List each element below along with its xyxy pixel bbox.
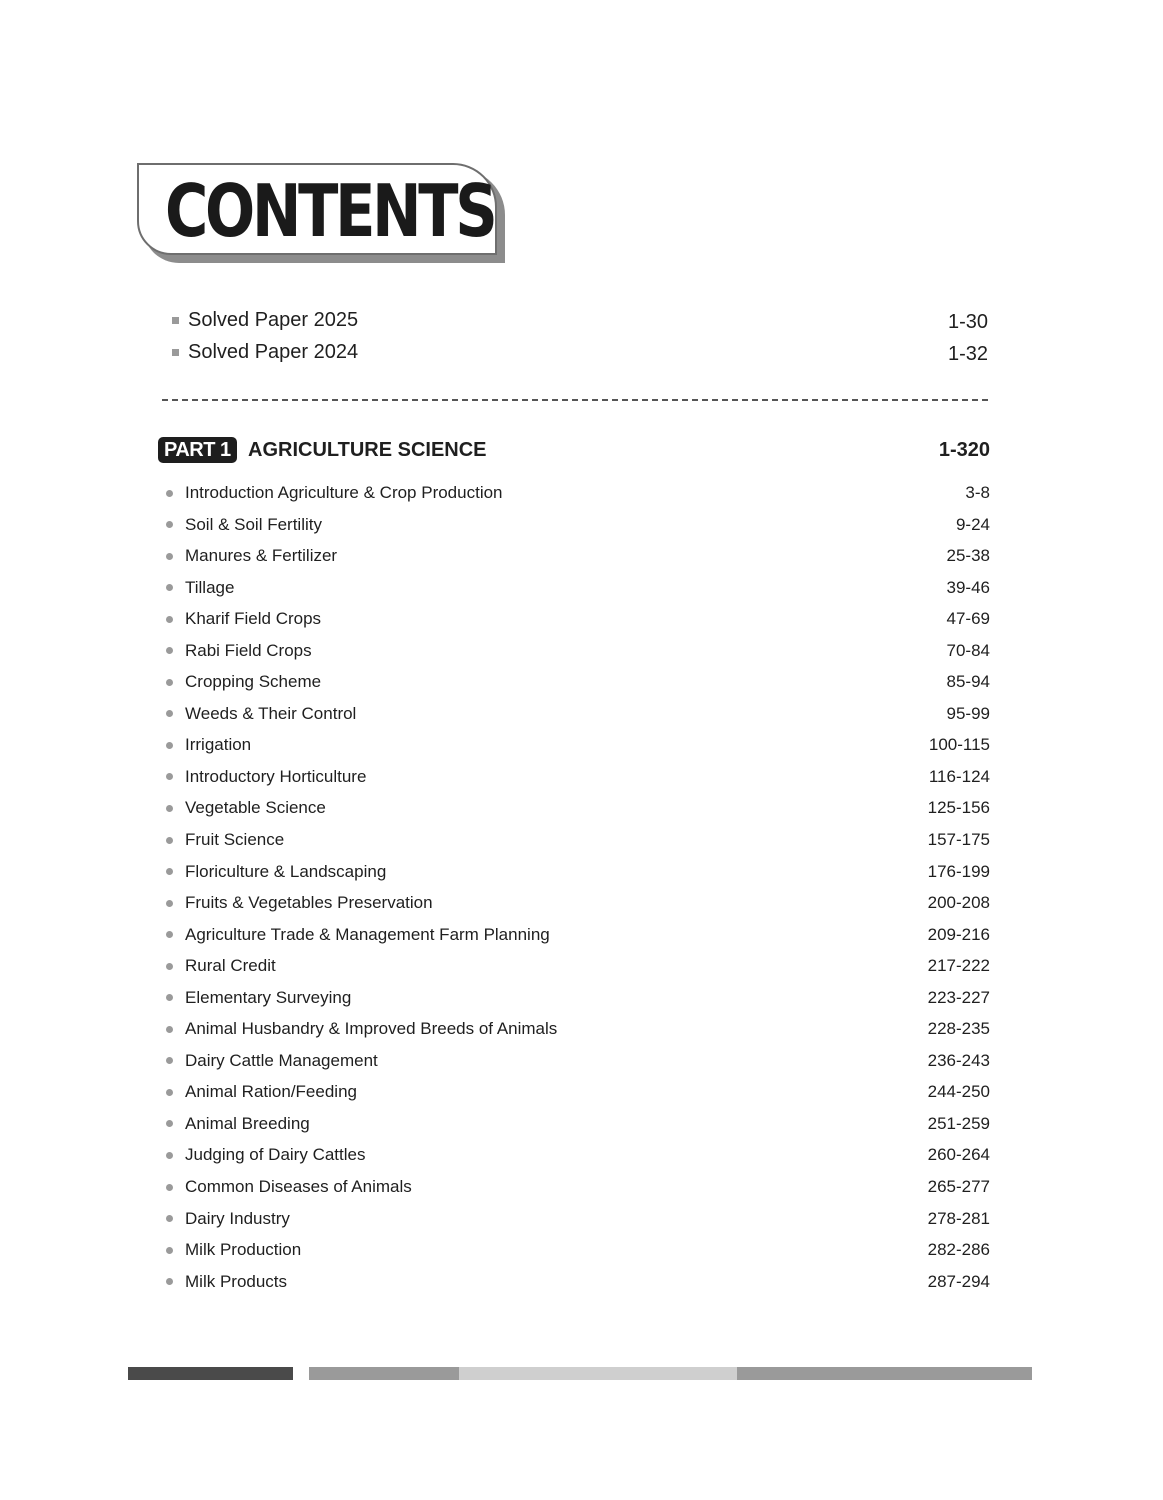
chapter-title: Kharif Field Crops	[185, 609, 322, 629]
dot-bullet-icon	[166, 710, 173, 717]
chapter-item[interactable]	[164, 603, 990, 635]
chapter-item[interactable]	[164, 1203, 990, 1235]
dot-bullet-icon	[166, 837, 173, 844]
chapter-pages: 157-175	[927, 830, 990, 850]
dot-bullet-icon	[166, 1215, 173, 1222]
chapter-title: Milk Products	[185, 1271, 288, 1291]
footer-bar-segment	[737, 1367, 1032, 1380]
chapter-pages: 39-46	[946, 577, 990, 597]
dot-bullet-icon	[166, 868, 173, 875]
chapter-title: Introduction Agriculture & Crop Production	[185, 483, 503, 502]
chapter-title: Fruit Science	[185, 830, 285, 850]
solved-paper-pages: 1-32	[947, 343, 988, 365]
chapter-pages: 125-156	[927, 798, 990, 818]
chapter-pages: 244-250	[927, 1082, 990, 1102]
chapter-title: Cropping Scheme	[185, 672, 322, 692]
chapter-pages: 251-259	[927, 1113, 990, 1133]
chapter-pages: 95-99	[946, 703, 990, 723]
chapter-pages: 209-216	[927, 924, 990, 944]
chapter-pages: 70-84	[946, 640, 990, 660]
chapter-pages: 3-8	[965, 483, 990, 502]
chapter-title: Vegetable Science	[185, 798, 326, 818]
chapter-title: Fruits & Vegetables Preservation	[185, 893, 433, 913]
dot-bullet-icon	[166, 1184, 173, 1191]
chapter-item[interactable]	[164, 572, 990, 604]
dot-bullet-icon	[166, 805, 173, 812]
chapter-title: Irrigation	[185, 735, 252, 755]
chapter-pages: 265-277	[927, 1177, 990, 1197]
chapter-pages: 236-243	[927, 1050, 990, 1070]
chapter-pages: 287-294	[927, 1271, 990, 1291]
chapter-pages: 116-124	[928, 766, 990, 786]
dot-bullet-icon	[166, 1089, 173, 1096]
page-title: CONTENTS	[165, 169, 495, 253]
chapter-pages: 282-286	[927, 1240, 990, 1260]
dot-bullet-icon	[166, 1026, 173, 1033]
chapter-title: Agriculture Trade & Management Farm Planning	[185, 924, 550, 944]
chapter-pages: 278-281	[927, 1208, 990, 1228]
dot-bullet-icon	[166, 963, 173, 970]
dot-bullet-icon	[166, 931, 173, 938]
chapter-item[interactable]	[164, 919, 990, 951]
dot-bullet-icon	[166, 1278, 173, 1285]
dot-bullet-icon	[166, 773, 173, 780]
chapter-item[interactable]	[164, 729, 990, 761]
footer-bar	[128, 1367, 1032, 1380]
chapter-pages: 260-264	[927, 1145, 990, 1165]
chapter-title: Judging of Dairy Cattles	[185, 1145, 366, 1165]
chapter-item[interactable]	[164, 698, 990, 730]
dot-bullet-icon	[166, 994, 173, 1001]
chapter-title: Dairy Industry	[185, 1208, 290, 1228]
solved-paper-pages: 1-30	[947, 311, 988, 333]
dot-bullet-icon	[166, 1247, 173, 1254]
chapter-item[interactable]	[164, 1076, 990, 1108]
chapter-item[interactable]	[164, 761, 990, 793]
chapter-list	[164, 477, 990, 1297]
chapter-pages: 176-199	[927, 861, 990, 881]
chapter-title: Animal Husbandry & Improved Breeds of Animals	[185, 1019, 558, 1039]
chapter-pages: 47-69	[946, 609, 990, 629]
chapter-item[interactable]	[164, 1045, 990, 1077]
chapter-title: Soil & Soil Fertility	[185, 514, 322, 534]
dot-bullet-icon	[166, 647, 173, 654]
solved-paper-label: Solved Paper 2024	[188, 341, 359, 363]
chapter-pages: 223-227	[927, 987, 990, 1007]
dot-bullet-icon	[166, 900, 173, 907]
contents-heading-box	[137, 163, 507, 265]
chapter-title: Milk Production	[185, 1240, 302, 1260]
chapter-item[interactable]	[164, 509, 990, 541]
chapter-item[interactable]	[164, 887, 990, 919]
chapter-title: Rabi Field Crops	[185, 640, 312, 660]
chapter-item[interactable]	[164, 1013, 990, 1045]
part-title: AGRICULTURE SCIENCE	[248, 439, 487, 461]
chapter-title: Weeds & Their Control	[185, 703, 357, 723]
dot-bullet-icon	[166, 1057, 173, 1064]
footer-bar-segment	[459, 1367, 737, 1380]
chapter-pages: 9-24	[955, 514, 990, 534]
chapter-title: Animal Breeding	[185, 1113, 310, 1133]
chapter-pages: 200-208	[927, 893, 990, 913]
dot-bullet-icon	[166, 1120, 173, 1127]
chapter-item[interactable]	[164, 856, 990, 888]
footer-bar-segment	[309, 1367, 459, 1380]
dot-bullet-icon	[166, 1152, 173, 1159]
dot-bullet-icon	[166, 553, 173, 560]
dot-bullet-icon	[166, 742, 173, 749]
chapter-item[interactable]	[164, 1108, 990, 1140]
chapter-pages: 100-115	[928, 735, 990, 755]
chapter-item[interactable]	[164, 540, 990, 572]
dot-bullet-icon	[166, 616, 173, 623]
chapter-title: Rural Credit	[185, 956, 276, 976]
solved-paper-row[interactable]	[172, 336, 988, 368]
chapter-title: Elementary Surveying	[185, 987, 352, 1007]
chapter-pages: 25-38	[946, 546, 990, 566]
solved-paper-label: Solved Paper 2025	[188, 309, 359, 331]
solved-papers-list	[172, 304, 988, 368]
chapter-title: Manures & Fertilizer	[185, 546, 338, 566]
part-pages: 1-320	[938, 439, 990, 461]
dot-bullet-icon	[166, 584, 173, 591]
chapter-title: Animal Ration/Feeding	[185, 1082, 357, 1102]
chapter-item[interactable]	[164, 982, 990, 1014]
dot-bullet-icon	[166, 490, 173, 497]
chapter-item[interactable]	[164, 950, 990, 982]
chapter-title: Introductory Horticulture	[185, 766, 367, 786]
chapter-title: Dairy Cattle Management	[185, 1050, 378, 1070]
chapter-title: Common Diseases of Animals	[185, 1177, 412, 1197]
part-header[interactable]	[158, 434, 990, 466]
dot-bullet-icon	[166, 521, 173, 528]
chapter-item[interactable]	[164, 1266, 990, 1298]
chapter-item[interactable]	[164, 1171, 990, 1203]
chapter-title: Floriculture & Landscaping	[185, 861, 387, 881]
chapter-item[interactable]	[164, 1234, 990, 1266]
part-badge: PART 1	[158, 437, 237, 463]
square-bullet-icon	[172, 317, 179, 324]
chapter-pages: 228-235	[927, 1019, 990, 1039]
chapter-item[interactable]	[164, 824, 990, 856]
chapter-item[interactable]	[164, 635, 990, 667]
chapter-title: Tillage	[185, 577, 235, 597]
footer-bar-segment	[128, 1367, 293, 1380]
dot-bullet-icon	[166, 679, 173, 686]
chapter-pages: 217-222	[927, 956, 990, 976]
chapter-item[interactable]	[164, 477, 990, 509]
dashed-divider	[162, 399, 988, 401]
chapter-item[interactable]	[164, 792, 990, 824]
square-bullet-icon	[172, 349, 179, 356]
chapter-item[interactable]	[164, 1139, 990, 1171]
solved-paper-row[interactable]	[172, 304, 988, 336]
chapter-item[interactable]	[164, 666, 990, 698]
chapter-pages: 85-94	[946, 672, 990, 692]
